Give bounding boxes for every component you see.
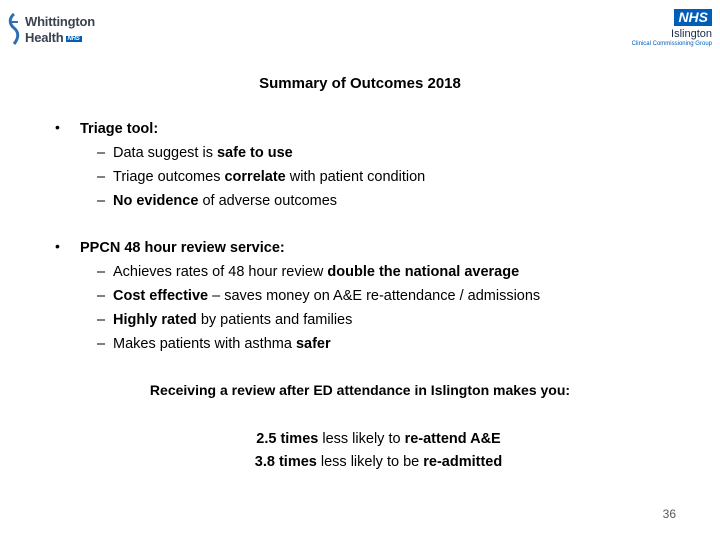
dash: – xyxy=(97,336,106,352)
list-item: Triage outcomes correlate with patient condition xyxy=(113,169,426,185)
list-item: Achieves rates of 48 hour review double the national average xyxy=(113,264,520,280)
bullet-1: • xyxy=(55,119,60,135)
list-item: No evidence of adverse outcomes xyxy=(113,193,338,209)
section-heading-ppcn: PPCN 48 hour review service: xyxy=(80,240,285,256)
page-number: 36 xyxy=(662,507,676,521)
ccg-name: Islington xyxy=(671,28,712,40)
nhs-badge: NHS xyxy=(674,9,712,26)
ccg-subtitle: Clinical Commissioning Group xyxy=(631,41,712,47)
whittington-health-logo xyxy=(6,8,96,48)
logo-word-1: Whittington xyxy=(25,14,95,29)
dash: – xyxy=(97,145,106,161)
list-item: Data suggest is safe to use xyxy=(113,145,293,161)
nhs-mini-badge: NHS xyxy=(67,35,80,42)
stat-reattend: 2.5 times less likely to re-attend A&E xyxy=(256,431,501,447)
dash: – xyxy=(97,169,106,185)
list-item: Cost effective – saves money on A&E re-attendance / admissions xyxy=(113,288,541,304)
list-item: Makes patients with asthma safer xyxy=(113,336,331,352)
section-heading-triage: Triage tool: xyxy=(80,121,159,137)
dash: – xyxy=(97,312,106,328)
dash: – xyxy=(97,264,106,280)
dash: – xyxy=(97,193,106,209)
logo-word-2: Health NHS xyxy=(25,30,80,45)
dash: – xyxy=(97,288,106,304)
list-item: Highly rated by patients and families xyxy=(113,312,353,328)
stat-readmitted: 3.8 times less likely to be re-admitted xyxy=(254,454,503,470)
whittington-figure-icon xyxy=(6,12,22,46)
islington-ccg-logo xyxy=(622,9,712,47)
receiving-statement: Receiving a review after ED attendance in Islington makes you: xyxy=(149,382,571,398)
slide-title: Summary of Outcomes 2018 xyxy=(259,75,461,92)
bullet-2: • xyxy=(55,238,60,254)
